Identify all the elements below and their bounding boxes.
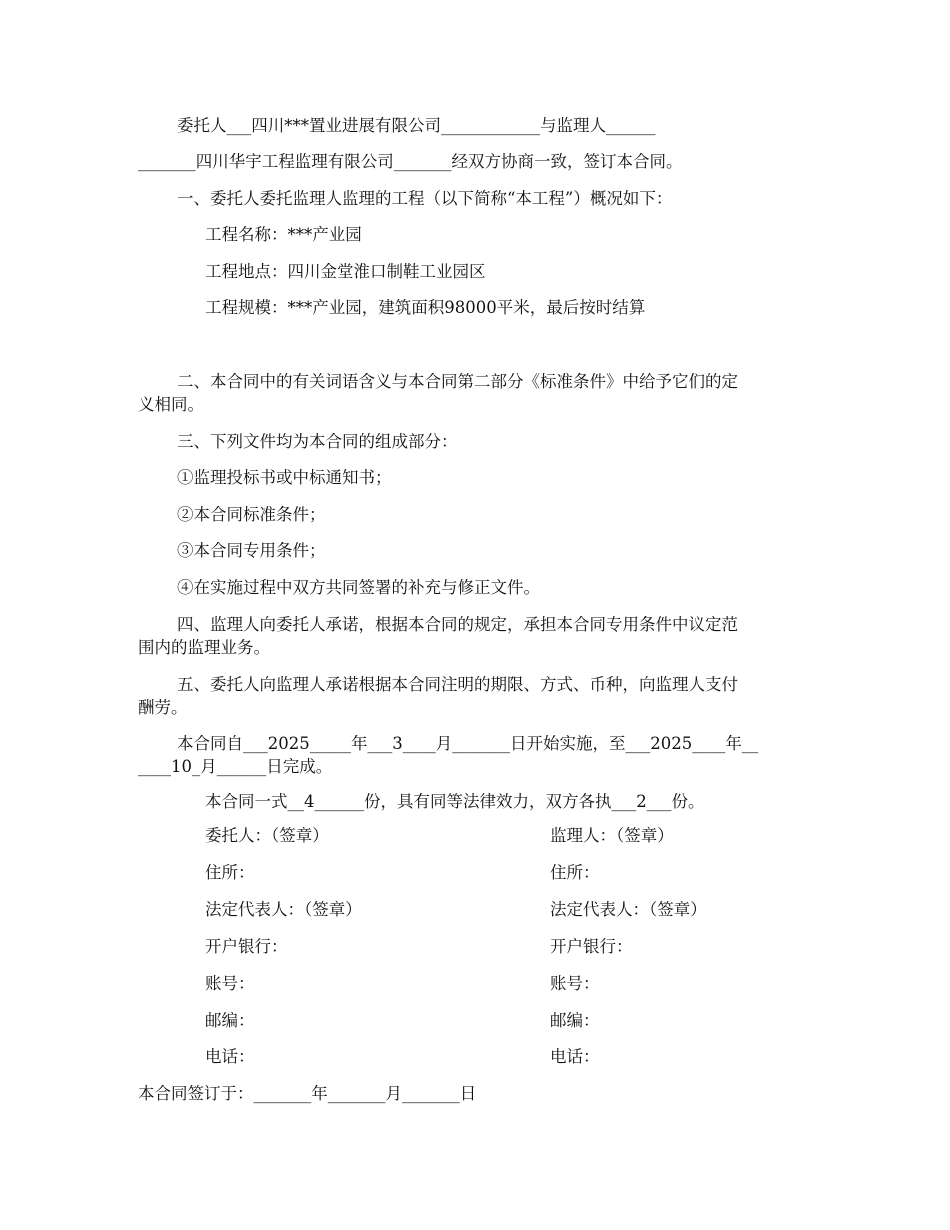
- term-line-1: 本合同自___2025_____年___3____月_______日开始实施，至___2025____年__: [177, 734, 759, 753]
- client-seal-label: 委托人：（签章）: [205, 826, 329, 845]
- signed-date: 本合同签订于：_______年_______月_______日: [138, 1084, 477, 1103]
- project-name: 工程名称：***产业园: [205, 225, 362, 244]
- supervisor-account-label: 账号：: [550, 974, 600, 993]
- clause-2-line-1: 二、本合同中的有关词语含义与本合同第二部分《标准条件》中给予它们的定: [177, 372, 738, 391]
- supervisor-postcode-label: 邮编：: [550, 1011, 600, 1030]
- clause-2-line-2: 义相同。: [138, 395, 204, 414]
- doc-item: ④在实施过程中双方共同签署的补充与修正文件。: [177, 578, 540, 597]
- clause-4-line-2: 围内的监理业务。: [138, 638, 270, 657]
- term-line-2: ____10_月______日完成。: [138, 757, 333, 776]
- clause-4-line-1: 四、监理人向委托人承诺，根据本合同的规定，承担本合同专用条件中议定范: [177, 615, 738, 634]
- client-bank-label: 开户银行：: [205, 937, 288, 956]
- doc-item: ③本合同专用条件；: [177, 541, 326, 560]
- copies-line: 本合同一式__4______份，具有同等法律效力，双方各执___2___份。: [205, 792, 705, 811]
- parties-line-1: 委托人___四川***置业进展有限公司____________与监理人______: [177, 116, 656, 135]
- client-postcode-label: 邮编：: [205, 1011, 255, 1030]
- supervisor-bank-label: 开户银行：: [550, 937, 633, 956]
- clause-3-heading: 三、下列文件均为本合同的组成部分：: [177, 432, 458, 451]
- supervisor-address-label: 住所：: [550, 863, 600, 882]
- clause-1-heading: 一、委托人委托监理人监理的工程（以下简称“本工程”）概况如下：: [177, 189, 673, 208]
- doc-item: ①监理投标书或中标通知书；: [177, 468, 392, 487]
- clause-5-line-2: 酬劳。: [138, 698, 188, 717]
- supervisor-legal-rep-label: 法定代表人：（签章）: [550, 900, 707, 919]
- client-legal-rep-label: 法定代表人：（签章）: [205, 900, 362, 919]
- client-account-label: 账号：: [205, 974, 255, 993]
- supervisor-seal-label: 监理人：（签章）: [550, 826, 674, 845]
- client-address-label: 住所：: [205, 863, 255, 882]
- project-location: 工程地点：四川金堂淮口制鞋工业园区: [205, 262, 486, 281]
- client-phone-label: 电话：: [205, 1047, 255, 1066]
- supervisor-phone-label: 电话：: [550, 1047, 600, 1066]
- doc-item: ②本合同标准条件；: [177, 505, 326, 524]
- parties-line-2: _______四川华宇工程监理有限公司_______经双方协商一致，签订本合同。: [138, 152, 683, 171]
- clause-5-line-1: 五、委托人向监理人承诺根据本合同注明的期限、方式、币种，向监理人支付: [177, 675, 738, 694]
- project-scale: 工程规模：***产业园，建筑面积98000平米，最后按时结算: [205, 298, 646, 317]
